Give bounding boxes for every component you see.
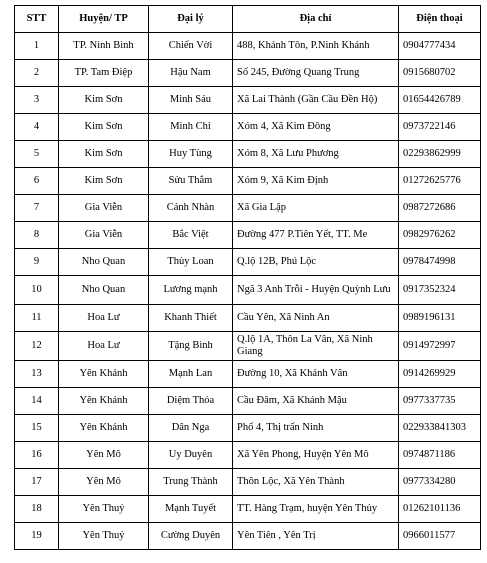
cell-address: Q.lộ 1A, Thôn La Vân, Xã Ninh Giang: [233, 332, 399, 361]
cell-address: Số 245, Đường Quang Trung: [233, 60, 399, 87]
cell-stt: 8: [15, 222, 59, 249]
header-phone: Điện thoại: [399, 6, 481, 33]
cell-district: TP. Tam Điệp: [59, 60, 149, 87]
cell-dealer: Minh Chi: [149, 114, 233, 141]
table-row: [15, 168, 481, 195]
table-row: [15, 361, 481, 388]
table-body: [15, 33, 481, 550]
cell-district: Kim Sơn: [59, 87, 149, 114]
dealer-table: [14, 5, 481, 550]
header-address: Địa chỉ: [233, 6, 399, 33]
cell-dealer: Mạnh Tuyết: [149, 496, 233, 523]
cell-stt: 19: [15, 523, 59, 550]
cell-district: Gia Viễn: [59, 195, 149, 222]
table-row: [15, 141, 481, 168]
cell-district: Gia Viễn: [59, 222, 149, 249]
cell-phone: 0977334280: [399, 469, 481, 496]
cell-stt: 7: [15, 195, 59, 222]
cell-address: TT. Hàng Trạm, huyện Yên Thủy: [233, 496, 399, 523]
cell-phone: 0966011577: [399, 523, 481, 550]
cell-dealer: Thủy Loan: [149, 249, 233, 276]
cell-stt: 10: [15, 276, 59, 305]
dealer-table-container: [14, 5, 480, 557]
cell-dealer: Chiến Vời: [149, 33, 233, 60]
cell-dealer: Tặng Bình: [149, 332, 233, 361]
cell-district: Nho Quan: [59, 276, 149, 305]
cell-dealer: Diệm Thỏa: [149, 388, 233, 415]
cell-dealer: Huy Tùng: [149, 141, 233, 168]
cell-stt: 6: [15, 168, 59, 195]
cell-dealer: Hậu Nam: [149, 60, 233, 87]
cell-phone: 01654426789: [399, 87, 481, 114]
cell-district: Hoa Lư: [59, 305, 149, 332]
cell-phone: 0917352324: [399, 276, 481, 305]
table-row: [15, 523, 481, 550]
cell-address: Yên Tiên , Yên Trị: [233, 523, 399, 550]
cell-district: Yên Khánh: [59, 361, 149, 388]
cell-district: Kim Sơn: [59, 141, 149, 168]
table-row: [15, 415, 481, 442]
table-row: [15, 33, 481, 60]
table-row: [15, 442, 481, 469]
cell-phone: 0978474998: [399, 249, 481, 276]
cell-phone: 0977337735: [399, 388, 481, 415]
cell-district: Yên Mô: [59, 469, 149, 496]
cell-phone: 0973722146: [399, 114, 481, 141]
cell-phone: 0915680702: [399, 60, 481, 87]
cell-phone: 01262101136: [399, 496, 481, 523]
cell-district: TP. Ninh Bình: [59, 33, 149, 60]
cell-stt: 1: [15, 33, 59, 60]
cell-dealer: Minh Sáu: [149, 87, 233, 114]
cell-dealer: Cảnh Nhàn: [149, 195, 233, 222]
cell-stt: 11: [15, 305, 59, 332]
header-dealer: Đại lý: [149, 6, 233, 33]
cell-address: Cầu Yên, Xã Ninh An: [233, 305, 399, 332]
table-row: [15, 114, 481, 141]
cell-address: Đường 10, Xã Khánh Vân: [233, 361, 399, 388]
cell-stt: 9: [15, 249, 59, 276]
cell-dealer: Uy Duyên: [149, 442, 233, 469]
cell-district: Yên Thuỷ: [59, 523, 149, 550]
cell-district: Yên Khánh: [59, 415, 149, 442]
table-row: [15, 305, 481, 332]
cell-address: Xóm 8, Xã Lưu Phương: [233, 141, 399, 168]
cell-dealer: Sửu Thắm: [149, 168, 233, 195]
cell-address: 488, Khánh Tôn, P.Ninh Khánh: [233, 33, 399, 60]
cell-phone: 01272625776: [399, 168, 481, 195]
cell-address: Ngã 3 Anh Trỗi - Huyện Quỳnh Lưu: [233, 276, 399, 305]
cell-stt: 18: [15, 496, 59, 523]
cell-stt: 17: [15, 469, 59, 496]
cell-district: Yên Khánh: [59, 388, 149, 415]
cell-stt: 12: [15, 332, 59, 361]
cell-address: Thôn Lộc, Xã Yên Thành: [233, 469, 399, 496]
cell-address: Xã Gia Lập: [233, 195, 399, 222]
cell-phone: 0989196131: [399, 305, 481, 332]
cell-phone: 0904777434: [399, 33, 481, 60]
cell-dealer: Cường Duyên: [149, 523, 233, 550]
cell-stt: 2: [15, 60, 59, 87]
cell-address: Đường 477 P.Tiên Yết, TT. Me: [233, 222, 399, 249]
cell-address: Xóm 9, Xã Kim Định: [233, 168, 399, 195]
cell-dealer: Dân Nga: [149, 415, 233, 442]
cell-address: Xã Lai Thành (Gần Cầu Đền Hộ): [233, 87, 399, 114]
cell-stt: 16: [15, 442, 59, 469]
table-row: [15, 195, 481, 222]
cell-district: Kim Sơn: [59, 114, 149, 141]
cell-dealer: Trung Thành: [149, 469, 233, 496]
cell-district: Kim Sơn: [59, 168, 149, 195]
table-row: [15, 388, 481, 415]
cell-district: Yên Mô: [59, 442, 149, 469]
cell-stt: 13: [15, 361, 59, 388]
cell-stt: 4: [15, 114, 59, 141]
cell-district: Yên Thuỷ: [59, 496, 149, 523]
cell-address: Cầu Đâm, Xã Khánh Mậu: [233, 388, 399, 415]
cell-dealer: Khanh Thiết: [149, 305, 233, 332]
cell-dealer: Lương mạnh: [149, 276, 233, 305]
cell-phone: 022933841303: [399, 415, 481, 442]
table-row: [15, 60, 481, 87]
table-header-row: [15, 6, 481, 33]
table-row: [15, 87, 481, 114]
cell-dealer: Mạnh Lan: [149, 361, 233, 388]
cell-district: Hoa Lư: [59, 332, 149, 361]
table-row: [15, 276, 481, 305]
cell-dealer: Bắc Việt: [149, 222, 233, 249]
cell-address: Xóm 4, Xã Kim Đông: [233, 114, 399, 141]
cell-address: Xã Yên Phong, Huyện Yên Mô: [233, 442, 399, 469]
cell-phone: 0914269929: [399, 361, 481, 388]
cell-stt: 15: [15, 415, 59, 442]
cell-stt: 3: [15, 87, 59, 114]
cell-phone: 0987272686: [399, 195, 481, 222]
cell-phone: 0914972997: [399, 332, 481, 361]
table-row: [15, 469, 481, 496]
table-row: [15, 496, 481, 523]
cell-stt: 5: [15, 141, 59, 168]
cell-address: Q.lộ 12B, Phú Lộc: [233, 249, 399, 276]
header-district: Huyện/ TP: [59, 6, 149, 33]
table-row: [15, 222, 481, 249]
cell-phone: 0974871186: [399, 442, 481, 469]
cell-address: Phố 4, Thị trấn Ninh: [233, 415, 399, 442]
table-row: [15, 249, 481, 276]
header-stt: STT: [15, 6, 59, 33]
cell-phone: 02293862999: [399, 141, 481, 168]
cell-phone: 0982976262: [399, 222, 481, 249]
cell-district: Nho Quan: [59, 249, 149, 276]
cell-stt: 14: [15, 388, 59, 415]
table-row: [15, 332, 481, 361]
